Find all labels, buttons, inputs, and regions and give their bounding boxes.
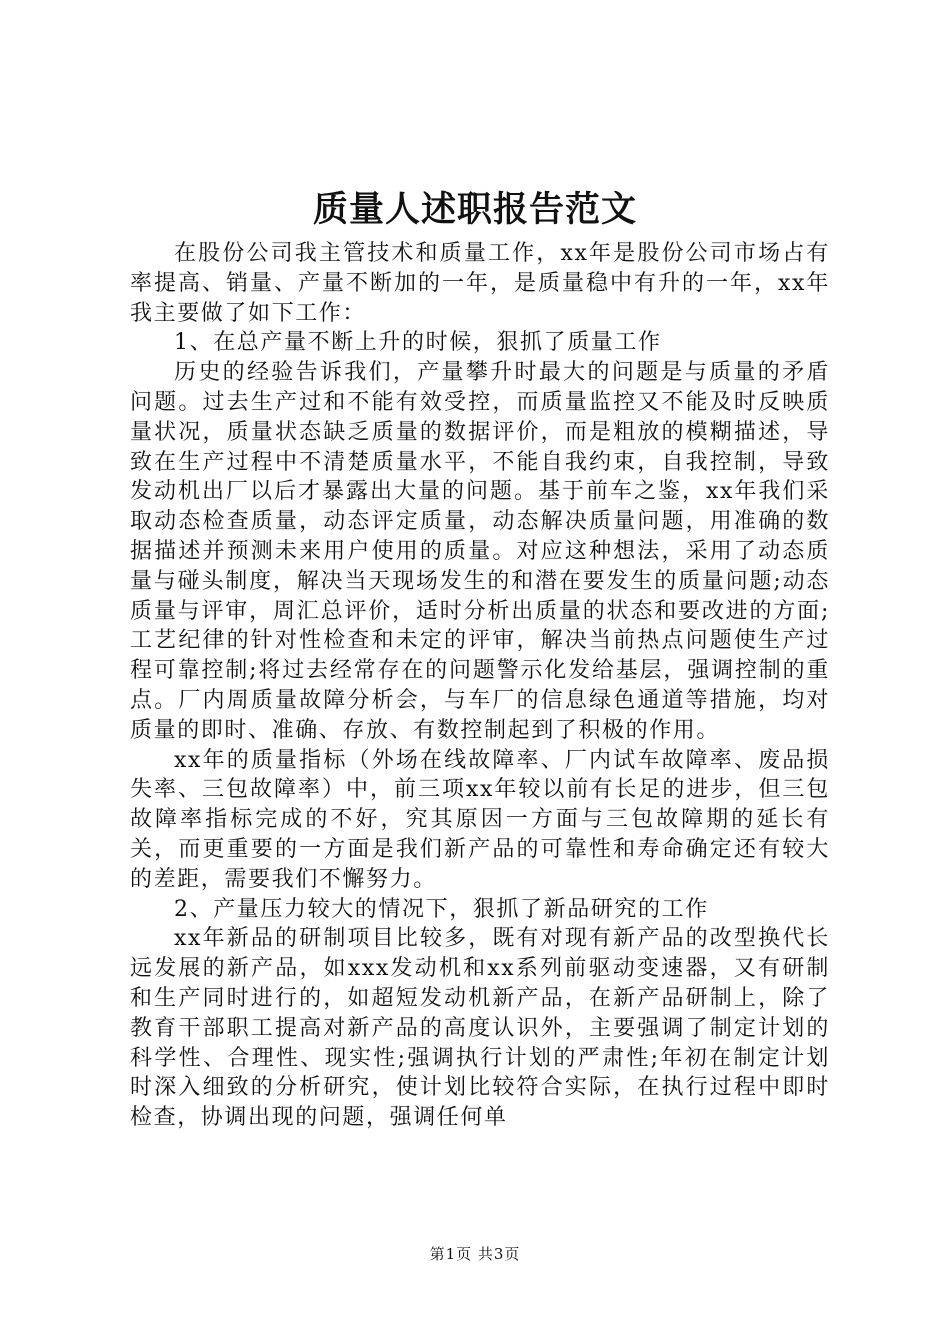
indicator-paragraph: xx年的质量指标（外场在线故障率、厂内试车故障率、废品损失率、三包故障率）中，前三项xx年较以前有长足的进步，但三包故障率指标完成的不好，究其原因一方面与三包故障期的延长有关，而更重要的一方面是我们新产品的可靠性和寿命确定还有较大的差距，需要我们不懈努力。: [130, 747, 830, 892]
intro-paragraph: 在股份公司我主管技术和质量工作，xx年是股份公司市场占有率提高、销量、产量不断加的一年，是质量稳中有升的一年，xx年我主要做了如下工作：: [130, 241, 830, 326]
section-heading-1: 1、在总产量不断上升的时候，狠抓了质量工作: [174, 330, 662, 356]
section-heading-2: 2、产量压力较大的情况下，狠抓了新品研究的工作: [174, 896, 709, 922]
quality-paragraph: 历史的经验告诉我们，产量攀升时最大的问题是与质量的矛盾问题。过去生产过和不能有效受控，而质量监控又不能及时反映质量状况，质量状态缺乏质量的数据评价，而是粗放的模糊描述，导致在生产过程中不清楚质量水平，不能自我约束，自我控制，导致发动机出厂以后才暴露出大量的问题。基于前车之鉴，xx年我们采取动态检查质量，动态评定质量，动态解决质量问题，用准确的数据描述并预测未来用户使用的质量。对应这种想法，采用了动态质量与碰头制度，解决当天现场发生的和潜在要发生的质量问题;动态质量与评审，周汇总评价，适时分析出质量的状态和要改进的方面;工艺纪律的针对性检查和未定的评审，解决当前热点问题使生产过程可靠控制;将过去经常存在的问题警示化发给基层，强调控制的重点。厂内周质量故障分析会，与车厂的信息绿色通道等措施，均对质量的即时、准确、存放、有数控制起到了积极的作用。: [130, 360, 830, 743]
new-product-paragraph: xx年新品的研制项目比较多，既有对现有新产品的改型换代长远发展的新产品，如xxx发动机和xx系列前驱动变速器，又有研制和生产同时进行的，如超短发动机新产品，在新产品研制上，除了教育干部职工提高对新产品的高度认识外，主要强调了制定计划的科学性、合理性、现实性;强调执行计划的严肃性;年初在制定计划时深入细致的分析研究，使计划比较符合实际，在执行过程中即时检查，协调出现的问题，强调任何单: [130, 926, 830, 1131]
document-title: 质量人述职报告范文: [312, 189, 637, 230]
page-number-footer: 第1页 共3页: [429, 1245, 521, 1263]
document-body: [130, 239, 830, 1133]
